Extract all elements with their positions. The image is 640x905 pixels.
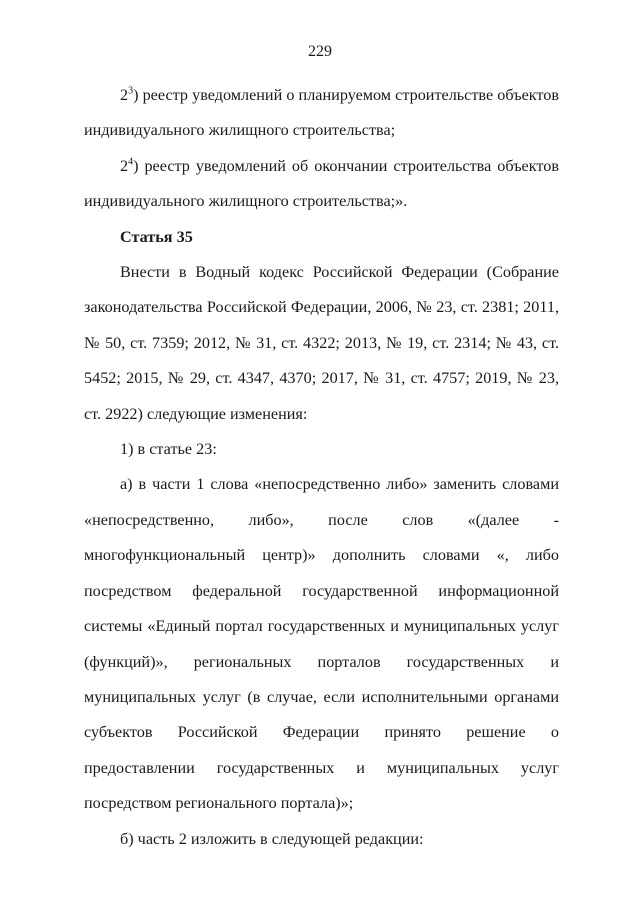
item-text: ) реестр уведомлений о планируемом строительстве объектов индивидуального жилищного строительства; bbox=[84, 86, 559, 140]
item-text: ) реестр уведомлений об окончании строительства объектов индивидуального жилищного строительства;». bbox=[84, 156, 559, 211]
list-item-2-4 bbox=[84, 149, 559, 220]
point-a: а) в части 1 слова «непосредственно либо» заменить словами «непосредственно, либо», после слов «(далее - многофункциональный центр)» дополнить словами «, либо посредством федеральной государственной информационной системы «Единый портал государственных и муниципальных услуг (функций)», региональных порталов государственных и муниципальных услуг (в случае, если исполнительными органами субъектов Российской Федерации принято решение о предоставлении государственных и муниципальных услуг посредством регионального портала)»; bbox=[84, 475, 559, 813]
item-superscript: 4 bbox=[128, 156, 134, 168]
page-number: 229 bbox=[308, 43, 332, 60]
item-number: 2 bbox=[120, 86, 129, 104]
intro-paragraph: Внести в Водный кодекс Российской Федерации (Собрание законодательства Российской Федерации, 2006, № 23, ст. 2381; 2011, № 50, ст. 7359; 2012, № 31, ст. 4322; 2013, № 19, ст. 2314; № 43, ст. 5452; 2015, № 29, ст. 4347, 4370; 2017, № 31, ст. 4757; 2019, № 23, ст. 2922) следующие изменения: bbox=[84, 263, 559, 423]
item-number: 2 bbox=[120, 156, 129, 175]
document-body bbox=[84, 78, 559, 857]
point-1: 1) в статье 23: bbox=[120, 440, 217, 459]
list-item-2-3 bbox=[84, 78, 559, 149]
item-superscript: 3 bbox=[128, 85, 134, 97]
article-heading: Статья 35 bbox=[120, 227, 193, 246]
point-b: б) часть 2 изложить в следующей редакции: bbox=[120, 829, 424, 848]
